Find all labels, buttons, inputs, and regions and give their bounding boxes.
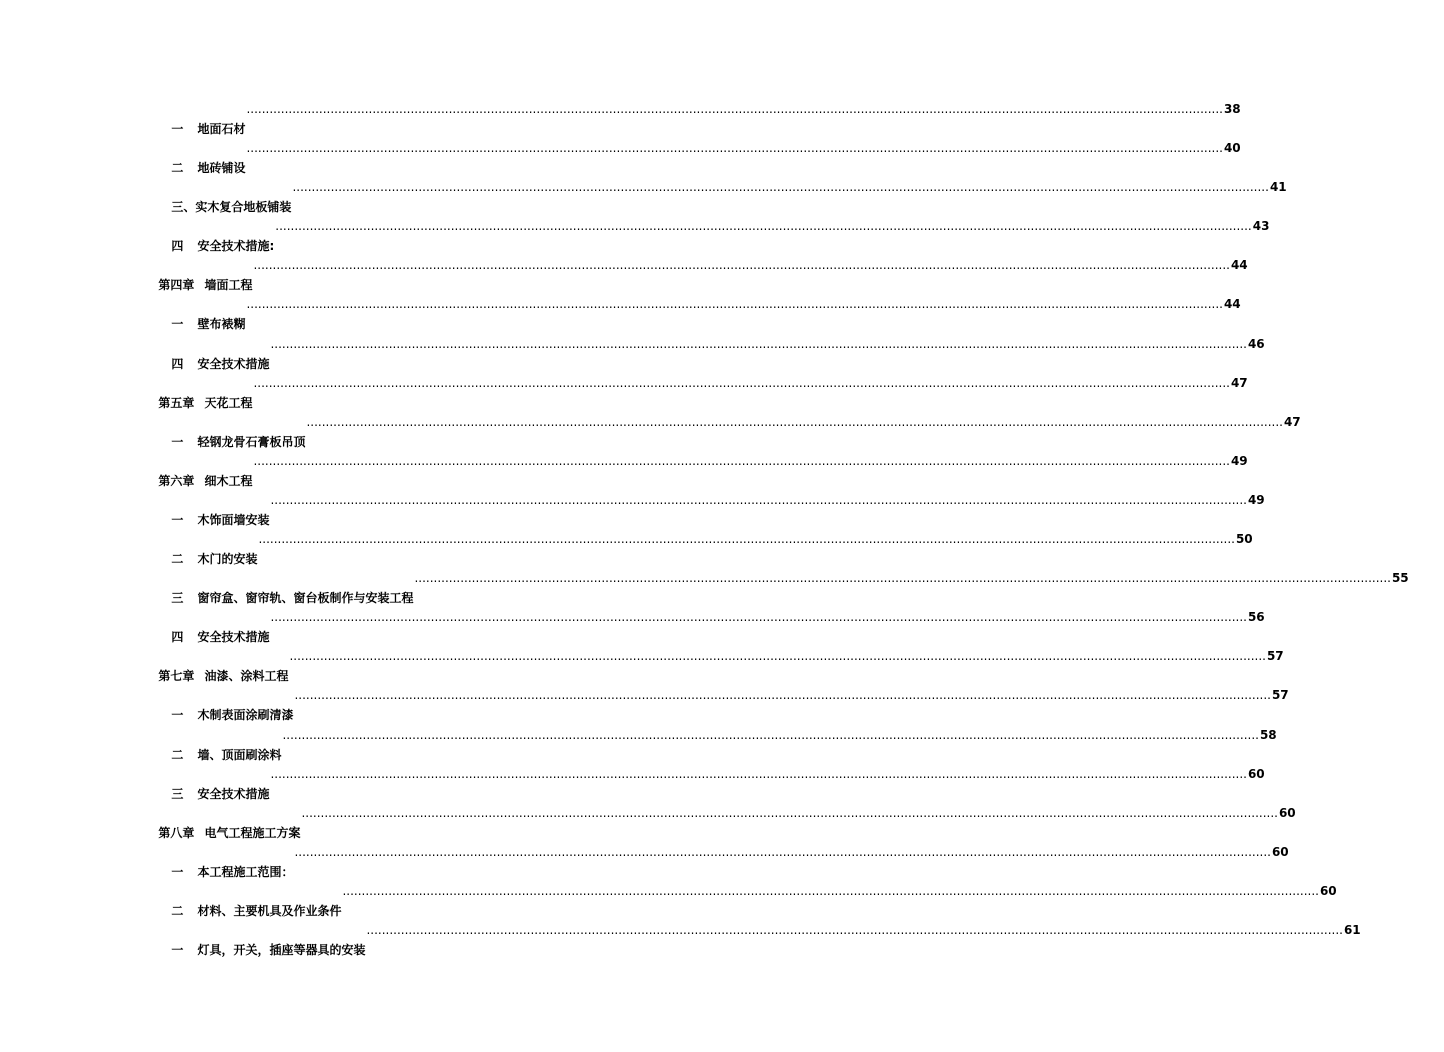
toc-dot-leader [270,490,1247,510]
toc-entry-marker: 四 [171,630,184,645]
toc-entry-marker: 第五章 [158,395,195,410]
toc-entry-3[interactable] [0,177,1287,216]
toc-page-number: 47 [1230,375,1248,390]
toc-entry-marker: 一 [171,512,184,527]
toc-dot-leader [246,138,1223,158]
toc-dot-leader [342,881,1319,901]
toc-entry-marker: 四 [171,356,184,371]
toc-entry-text: 天花工程 [204,395,253,410]
toc-page-number: 57 [1271,688,1289,703]
toc-entry-marker: 一 [171,122,184,136]
toc-entry-text: 轻钢龙骨石膏板吊顶 [197,434,306,449]
toc-entry-marker: 四 [171,239,184,254]
toc-entry-22[interactable] [0,920,1361,959]
toc-page-number: 55 [1391,571,1409,586]
toc-entry-13[interactable] [0,568,1409,607]
toc-entry-text: 灯具，开关，插座等器具的安装 [197,942,366,957]
toc-entry-14[interactable] [0,607,1265,646]
toc-dot-leader [253,255,1230,275]
toc-dot-leader [289,646,1266,666]
toc-entry-text: 本工程施工范围： [197,864,294,879]
toc-dot-leader [275,216,1252,236]
toc-dot-leader [270,334,1247,354]
toc-entry-text: 木门的安装 [197,552,258,567]
toc-page-number: 44 [1230,258,1248,273]
toc-dot-leader [253,451,1230,471]
toc-entry-text: 三、实木复合地板铺装 [171,200,292,215]
toc-entry-text: 地砖铺设 [197,161,246,176]
toc-entry-16[interactable] [0,685,1289,724]
toc-page-number: 58 [1259,727,1277,742]
toc-dot-leader [292,177,1269,197]
toc-entry-marker: 二 [171,552,184,567]
toc-entry-marker: 一 [171,317,184,332]
toc-entry-text: 细木工程 [204,473,253,488]
toc-dot-leader [282,725,1259,745]
toc-entry-17[interactable] [0,725,1277,764]
toc-dot-leader [414,568,1391,588]
toc-entry-21[interactable] [0,881,1337,920]
toc-entry-5[interactable] [0,255,1248,294]
toc-page-number: 44 [1223,297,1241,312]
toc-dot-leader [258,529,1235,549]
toc-page-number: 46 [1247,336,1265,351]
toc-entry-12[interactable] [0,529,1253,568]
toc-page-number: 47 [1283,414,1301,429]
toc-entry-marker: 二 [171,161,184,176]
toc-entry-marker: 三 [171,786,184,801]
toc-entry-marker: 第六章 [158,473,195,488]
toc-page-number: 43 [1252,219,1270,234]
toc-entry-marker: 一 [171,864,184,879]
toc-dot-leader [270,764,1247,784]
toc-page-number: 60 [1278,805,1296,820]
toc-entry-marker: 三 [171,591,184,606]
toc-page-number: 49 [1247,492,1265,507]
toc-entry-1[interactable] [0,99,1241,138]
toc-entry-2[interactable] [0,138,1241,177]
toc-page-number: 49 [1230,453,1248,468]
toc-entry-19[interactable] [0,803,1296,842]
toc-entry-20[interactable] [0,842,1289,881]
toc-entry-marker: 一 [171,434,184,449]
toc-entry-6[interactable] [0,294,1241,333]
toc-entry-title [138,920,365,980]
toc-entry-text: 木饰面墙安装 [197,512,270,527]
toc-entry-marker: 第七章 [158,669,195,684]
toc-dot-leader [294,842,1271,862]
toc-entry-11[interactable] [0,490,1265,529]
toc-entry-15[interactable] [0,646,1284,685]
toc-dot-leader [246,99,1223,119]
toc-page-number: 38 [1223,102,1241,116]
toc-dot-leader [366,920,1343,940]
toc-entry-marker: 第八章 [158,825,195,840]
toc-dot-leader [253,373,1230,393]
toc-entry-text: 安全技术措施 [197,630,270,645]
toc-entry-text: 窗帘盒、窗帘轨、窗台板制作与安装工程 [197,591,414,606]
toc-entry-text: 电气工程施工方案 [204,825,301,840]
toc-entry-marker: 一 [171,708,184,723]
toc-entry-marker: 第四章 [158,278,195,293]
toc-page-number: 40 [1223,141,1241,156]
toc-dot-leader [246,294,1223,314]
toc-entry-text: 油漆、涂料工程 [204,669,289,684]
toc-entry-text: 地面石材 [197,122,246,136]
toc-page-number: 61 [1343,922,1361,937]
toc-dot-leader [306,412,1283,432]
toc-entry-8[interactable] [0,373,1248,412]
toc-dot-leader [294,685,1271,705]
toc-page-number: 60 [1319,883,1337,898]
toc-entry-text: 木制表面涂刷清漆 [197,708,294,723]
toc-page-number: 60 [1271,844,1289,859]
toc-entry-text: 材料、主要机具及作业条件 [197,903,342,918]
toc-dot-leader [301,803,1278,823]
toc-entry-text: 安全技术措施 [197,356,270,371]
toc-entry-text: 墙、顶面刷涂料 [197,747,282,762]
toc-page-number: 56 [1247,610,1265,625]
toc-page-number: 57 [1266,649,1284,664]
toc-entry-18[interactable] [0,764,1265,803]
toc-entry-marker: 二 [171,747,184,762]
toc-page-number: 60 [1247,766,1265,781]
toc-entry-4[interactable] [0,216,1270,255]
toc-dot-leader [270,607,1247,627]
toc-entry-text: 安全技术措施: [197,239,275,254]
toc-entry-marker: 二 [171,903,184,918]
toc-page-number: 50 [1235,532,1253,547]
toc-entry-9[interactable] [0,412,1301,451]
table-of-contents [0,99,1409,959]
toc-entry-7[interactable] [0,334,1265,373]
toc-entry-10[interactable] [0,451,1248,490]
toc-entry-text: 安全技术措施 [197,786,270,801]
toc-entry-marker: 一 [171,942,184,957]
toc-page-number: 41 [1269,180,1287,195]
toc-entry-text: 壁布裱糊 [197,317,246,332]
toc-entry-text: 墙面工程 [204,278,253,293]
